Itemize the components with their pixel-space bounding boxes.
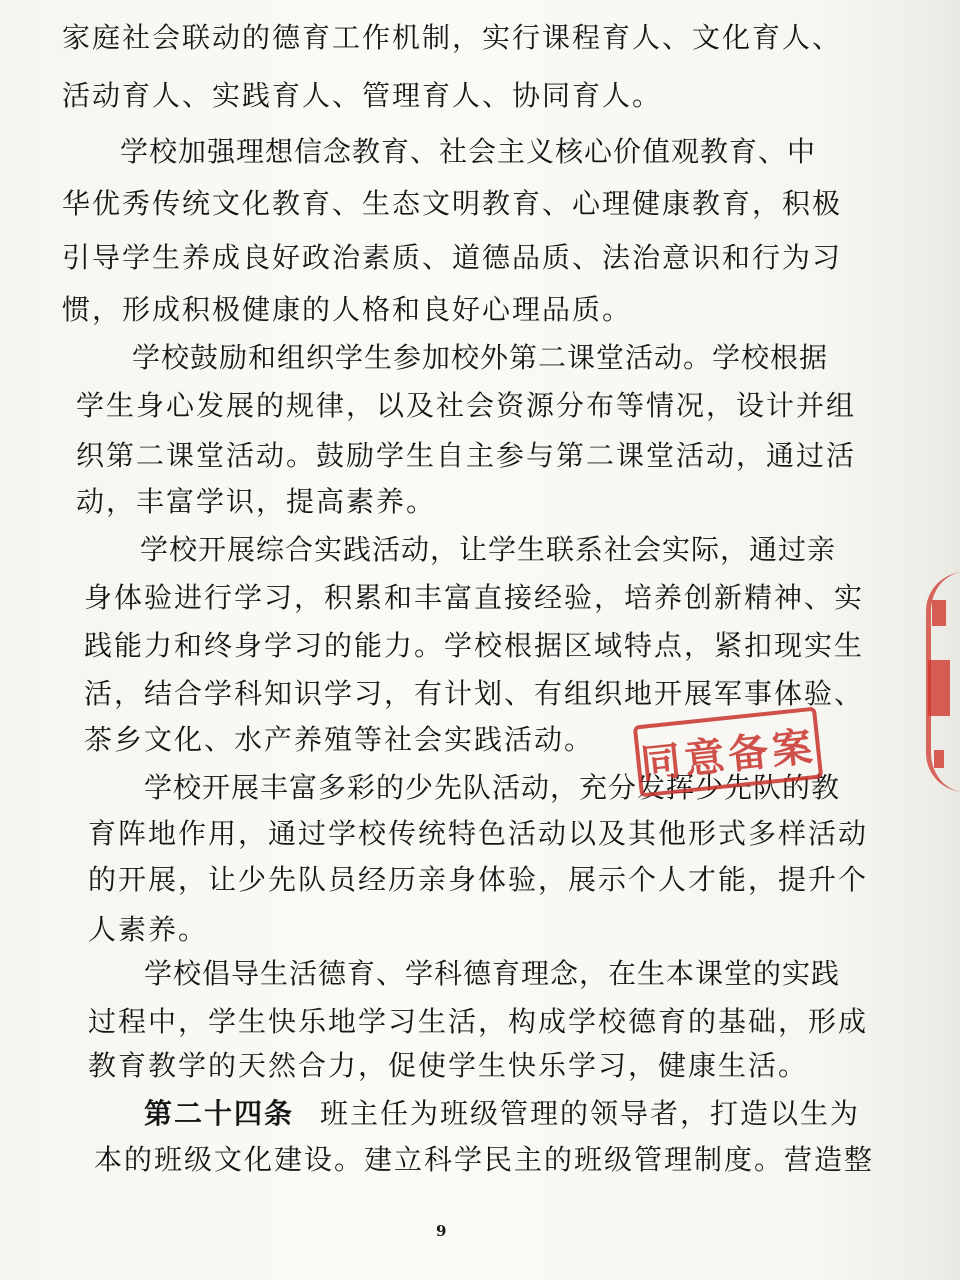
stamp-text: 同意备案 <box>638 722 819 788</box>
text-line: 学校开展丰富多彩的少先队活动，充分发挥少先队的教 <box>144 771 841 804</box>
text-line: 活动育人、实践育人、管理育人、协同育人。 <box>62 79 663 112</box>
article-text: 班主任为班级管理的领导者，打造以生为 <box>320 1097 861 1130</box>
page-number: 9 <box>436 1222 447 1240</box>
text-line: 引导学生养成良好政治素质、道德品质、法治意识和行为习 <box>62 241 843 274</box>
text-line: 的开展，让少先队员经历亲身体验，展示个人才能，提升个 <box>88 863 869 896</box>
article-label: 第二十四条 <box>144 1097 295 1130</box>
text-line: 育阵地作用，通过学校传统特色活动以及其他形式多样活动 <box>88 817 869 850</box>
text-line: 践能力和终身学习的能力。学校根据区域特点，紧扣现实生 <box>84 629 865 662</box>
text-line: 织第二课堂活动。鼓励学生自主参与第二课堂活动，通过活 <box>76 439 857 472</box>
text-line: 学校开展综合实践活动，让学生联系社会实际，通过亲 <box>140 533 837 566</box>
text-line: 惯，形成积极健康的人格和良好心理品质。 <box>62 293 633 326</box>
text-line: 身体验进行学习，积累和丰富直接经验，培养创新精神、实 <box>84 581 865 614</box>
text-line: 家庭社会联动的德育工作机制，实行课程育人、文化育人、 <box>62 21 843 54</box>
text-line: 活，结合学科知识学习，有计划、有组织地开展军事体验、 <box>84 677 865 710</box>
article-line <box>144 1096 860 1132</box>
text-line: 动，丰富学识，提高素养。 <box>76 485 437 518</box>
text-line: 学校加强理想信念教育、社会主义核心价值观教育、中 <box>120 135 817 168</box>
seal-fragment-mark <box>934 750 944 768</box>
seal-fragment-mark <box>932 600 946 626</box>
text-line: 学校鼓励和组织学生参加校外第二课堂活动。学校根据 <box>132 341 829 374</box>
text-line: 学生身心发展的规律，以及社会资源分布等情况，设计并组 <box>76 389 857 422</box>
seal-fragment-mark <box>928 660 950 716</box>
text-line: 华优秀传统文化教育、生态文明教育、心理健康教育，积极 <box>62 187 843 220</box>
text-line: 学校倡导生活德育、学科德育理念，在生本课堂的实践 <box>144 957 841 990</box>
text-line: 人素养。 <box>88 913 209 946</box>
text-line: 教育教学的天然合力，促使学生快乐学习，健康生活。 <box>88 1049 809 1082</box>
text-line: 茶乡文化、水产养殖等社会实践活动。 <box>84 723 595 756</box>
text-line: 本的班级文化建设。建立科学民主的班级管理制度。营造整 <box>94 1143 875 1176</box>
text-line: 过程中，学生快乐地学习生活，构成学校德育的基础，形成 <box>88 1005 869 1038</box>
